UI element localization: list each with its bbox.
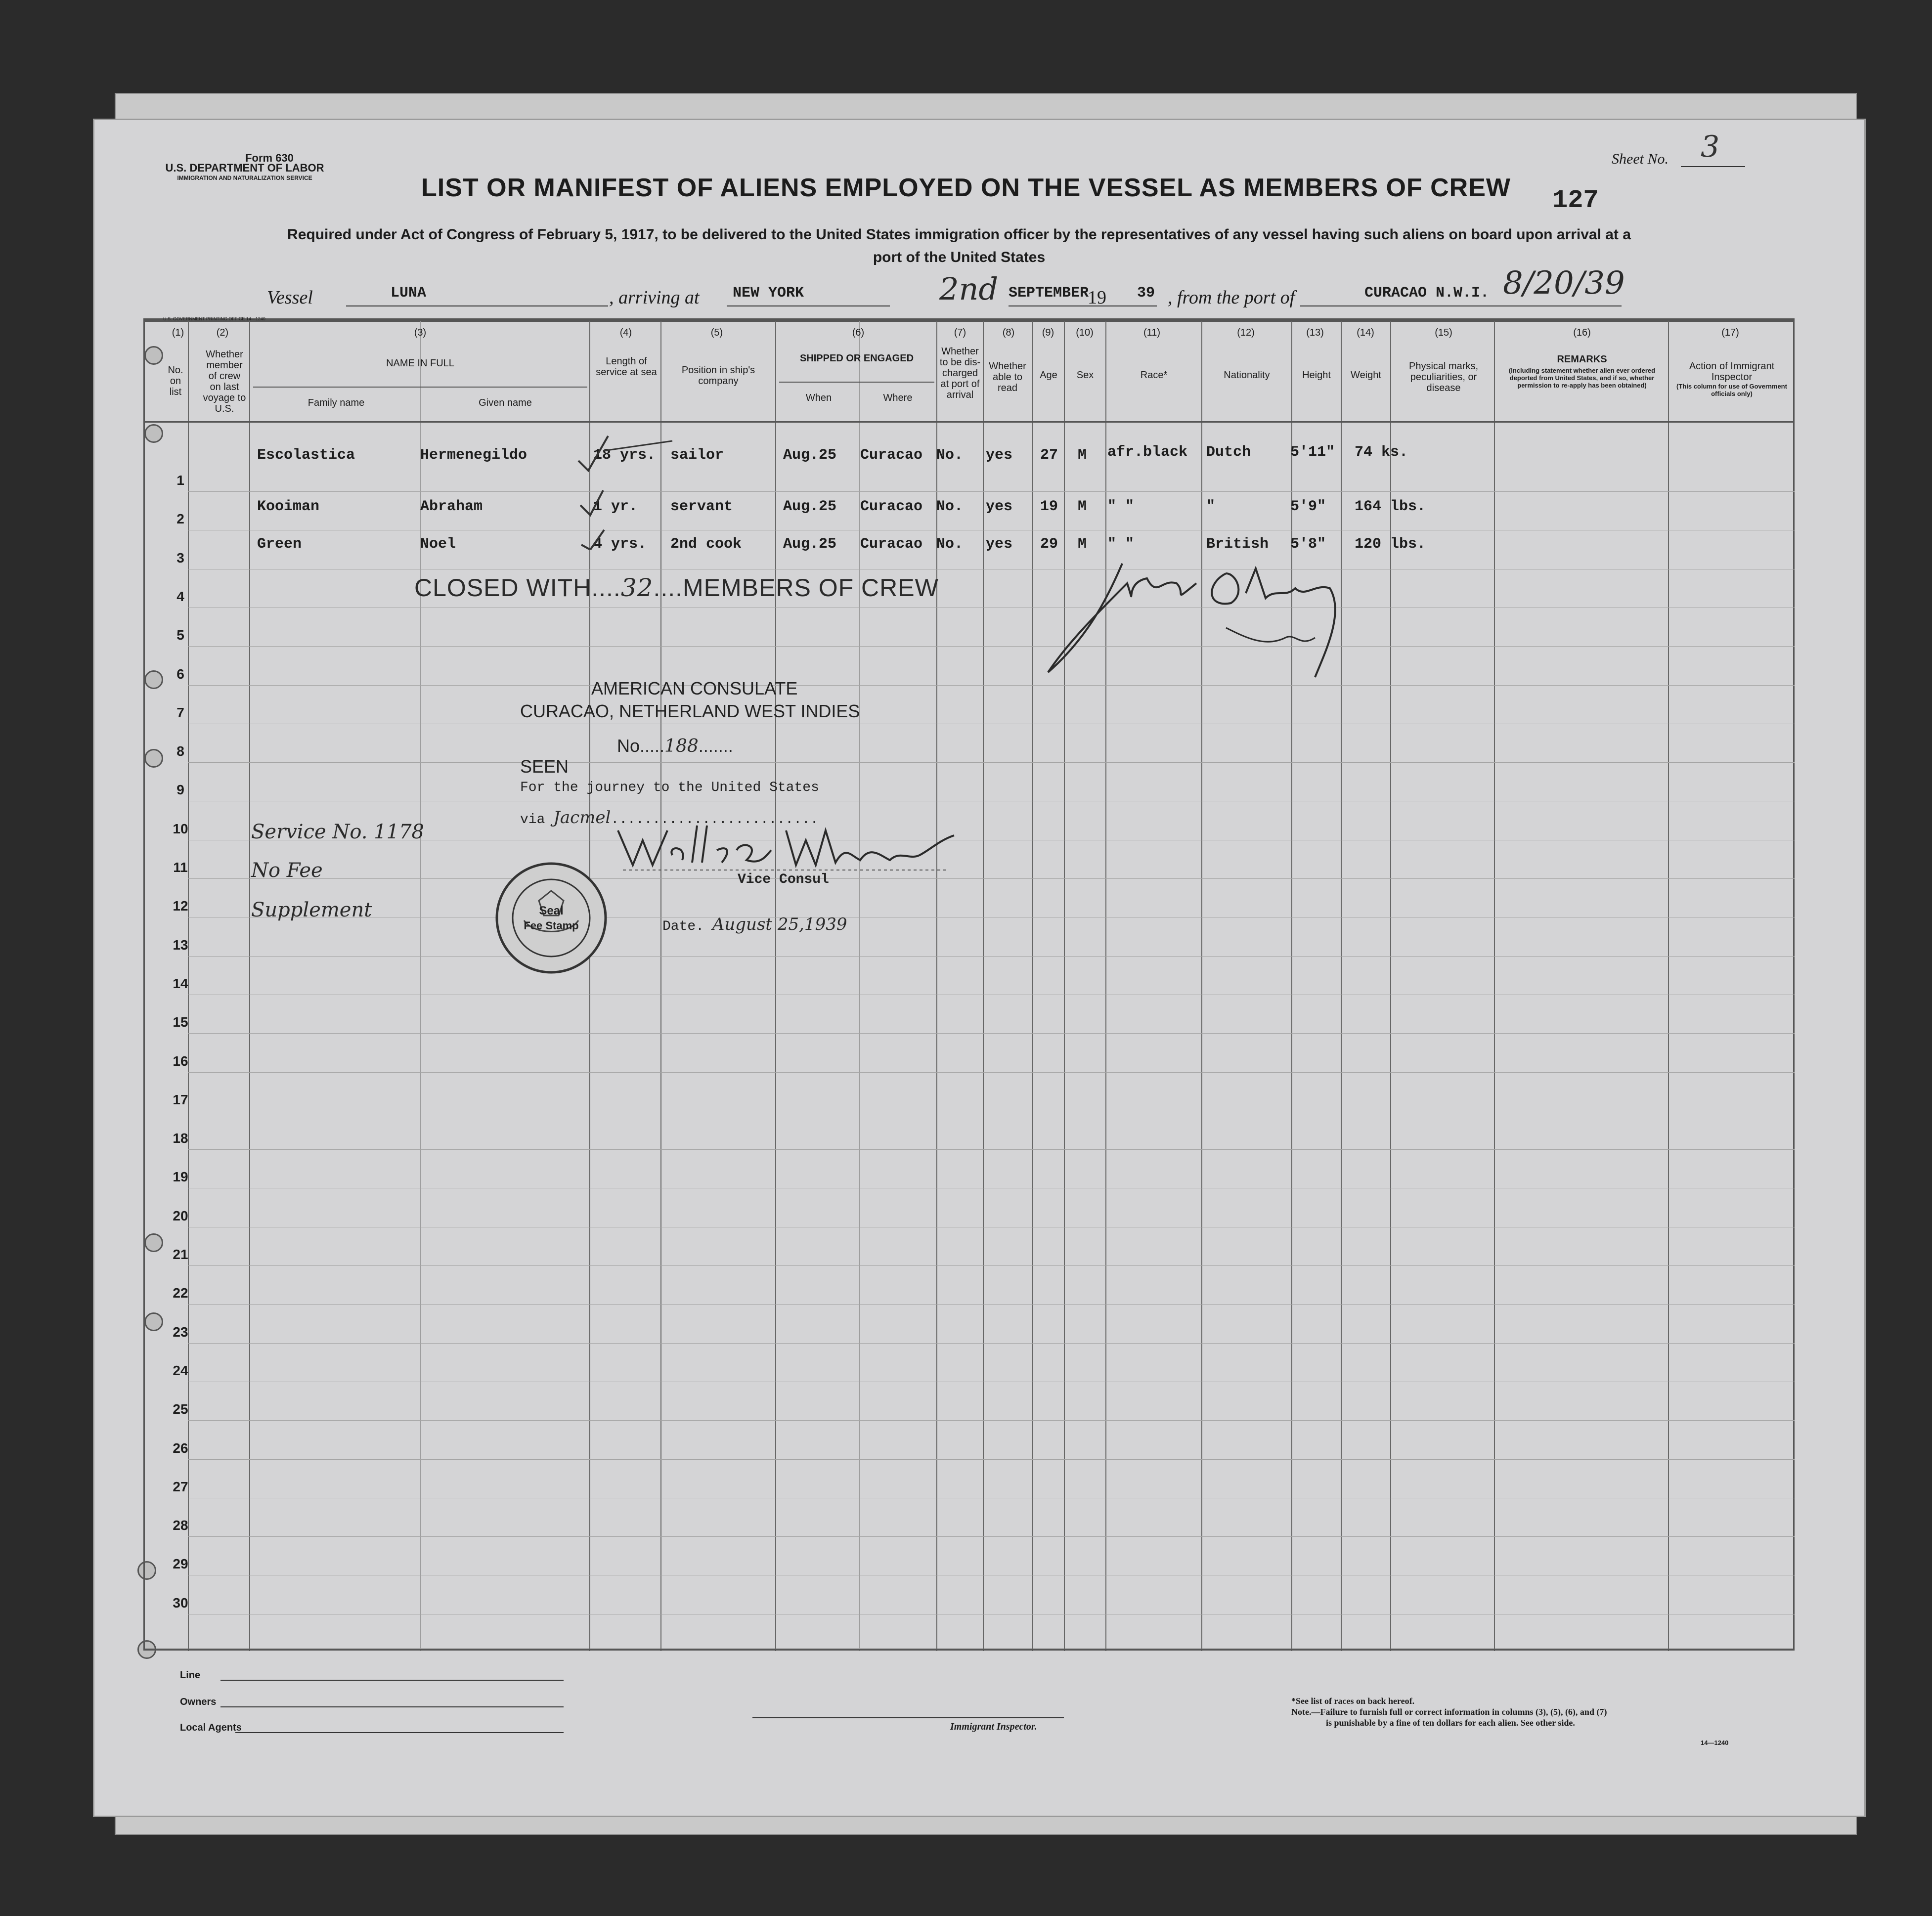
- row-number: 15: [173, 1014, 188, 1030]
- given-name-cell: Abraham: [420, 498, 483, 515]
- row-number: 26: [173, 1440, 188, 1456]
- row-number: 2: [176, 511, 184, 526]
- closed-prefix: CLOSED WITH: [414, 574, 592, 602]
- row-number: 12: [173, 898, 188, 914]
- footer-owners-underline: [220, 1706, 564, 1707]
- row-number: 21: [173, 1247, 188, 1262]
- row-number: 22: [173, 1285, 188, 1301]
- row-number: 20: [173, 1208, 188, 1223]
- row-number: 27: [173, 1479, 188, 1494]
- row-rule: [188, 491, 1795, 492]
- service-length-cell: 18 yrs.: [593, 447, 656, 464]
- arriving-label: , arriving at: [609, 287, 700, 308]
- discharged-cell: No.: [936, 447, 964, 464]
- family-name-cell: Escolastica: [257, 447, 355, 464]
- table-bottom-border: [143, 1649, 1795, 1651]
- colnum-3: (3): [414, 327, 427, 338]
- header-when: When: [805, 392, 832, 403]
- sex-cell: M: [1078, 447, 1087, 464]
- consulate-via-value: Jacmel: [553, 808, 611, 827]
- header-height: Height: [1302, 370, 1331, 381]
- footer-note-1: *See list of races on back hereof.: [1291, 1696, 1415, 1706]
- margin-note-service-no: Service No. 1178: [251, 821, 424, 843]
- able-to-read-cell: yes: [986, 447, 1013, 464]
- row-rule: [188, 1459, 1795, 1460]
- sheet-no-value: 3: [1701, 130, 1720, 164]
- arriving-port: NEW YORK: [733, 285, 804, 302]
- row-number: 8: [176, 743, 184, 759]
- footer-agents-underline: [235, 1732, 564, 1733]
- consulate-via: via Jacmel.........................: [520, 808, 819, 827]
- row-number: 7: [176, 705, 184, 720]
- col-divider-9: [1064, 321, 1065, 1651]
- footer-agents-label: Local Agents: [180, 1722, 242, 1733]
- col-divider-7: [983, 321, 984, 1651]
- col-divider-2: [249, 321, 250, 1651]
- page-title: LIST OR MANIFEST OF ALIENS EMPLOYED ON THE VESSEL AS MEMBERS OF CREW: [421, 174, 1511, 202]
- race-cell: " ": [1107, 536, 1135, 553]
- row-number: 19: [173, 1169, 188, 1184]
- row-number: 4: [176, 589, 184, 604]
- row-number: 25: [173, 1401, 188, 1417]
- header-given-name: Given name: [479, 397, 532, 408]
- discharged-cell: No.: [936, 536, 964, 553]
- shipped-when-cell: Aug.25: [783, 447, 837, 464]
- sex-cell: M: [1078, 536, 1087, 553]
- header-bottom-border: [143, 421, 1795, 423]
- form-number: Form 630: [245, 152, 294, 164]
- colnum-17: (17): [1721, 327, 1739, 338]
- subtitle-line-1: Required under Act of Congress of February 5, 1917, to be delivered to the United States immigration officer by the representatives of any vessel having such aliens on board upon arrival at a: [287, 226, 1631, 243]
- age-cell: 27: [1040, 447, 1058, 464]
- col-divider-16: [1668, 321, 1669, 1651]
- position-cell: sailor: [670, 447, 724, 464]
- consulate-line-2: CURACAO, NETHERLAND WEST INDIES: [520, 701, 860, 721]
- row-rule: [188, 1265, 1795, 1266]
- weight-cell: 74 ks.: [1355, 444, 1408, 461]
- row-rule: [188, 1072, 1795, 1073]
- consulate-seen: SEEN: [520, 756, 569, 777]
- sheet-no-underline: [1681, 166, 1745, 167]
- header-age: Age: [1040, 370, 1057, 381]
- year-prefix: 19: [1088, 287, 1106, 308]
- from-port: CURACAO N.W.I.: [1364, 285, 1490, 302]
- row-rule: [188, 1343, 1795, 1344]
- row-number: 10: [173, 821, 188, 836]
- row-rule: [188, 956, 1795, 957]
- shipped-subheader-rule: [779, 382, 934, 383]
- colnum-7: (7): [954, 327, 966, 338]
- closed-count: 32: [620, 573, 654, 602]
- col-divider-6: [936, 321, 937, 1651]
- sex-cell: M: [1078, 498, 1087, 515]
- row-number: 14: [173, 976, 188, 991]
- from-label: , from the port of: [1168, 287, 1295, 308]
- row-number: 29: [173, 1556, 188, 1571]
- footer-note-2: Note.—Failure to furnish full or correct information in columns (3), (5), (6), and (7): [1291, 1707, 1607, 1717]
- colnum-9: (9): [1042, 327, 1054, 338]
- consulate-seal: [494, 861, 608, 975]
- department-name: U.S. DEPARTMENT OF LABOR: [165, 162, 324, 174]
- footer-form-code: 14—1240: [1701, 1739, 1729, 1746]
- colnum-4: (4): [619, 327, 632, 338]
- given-name-cell: Hermenegildo: [420, 447, 527, 464]
- footer-note-3: is punishable by a fine of ten dollars for each alien. See other side.: [1326, 1718, 1575, 1728]
- family-name-cell: Green: [257, 536, 302, 553]
- position-cell: 2nd cook: [670, 536, 742, 553]
- header-position: Position in ship's company: [681, 365, 755, 387]
- col-divider-13: [1341, 321, 1342, 1651]
- page-subtitle: [188, 223, 1730, 269]
- service-name: IMMIGRATION AND NATURALIZATION SERVICE: [177, 174, 312, 181]
- footer-note: [1291, 1696, 1607, 1728]
- nationality-cell: ": [1206, 498, 1216, 515]
- header-able-to-read: Whether able to read: [989, 361, 1026, 393]
- colnum-5: (5): [710, 327, 723, 338]
- header-inspector-action: Action of Immigrant Inspector: [1689, 361, 1775, 383]
- given-name-cell: Noel: [420, 536, 456, 553]
- colnum-10: (10): [1076, 327, 1094, 338]
- name-subheader-rule: [253, 387, 587, 388]
- arrival-month: SEPTEMBER: [1009, 285, 1089, 302]
- checkmark-annotations: [573, 431, 682, 550]
- consulate-no: No.....188.......: [617, 736, 733, 756]
- margin-note-supplement: Supplement: [251, 899, 372, 921]
- shipped-where-cell: Curacao: [860, 447, 923, 464]
- colnum-6: (6): [852, 327, 865, 338]
- consulate-no-label: No.: [617, 736, 645, 756]
- height-cell: 5'11": [1290, 444, 1335, 461]
- row-number: 16: [173, 1053, 188, 1069]
- row-rule: [188, 1033, 1795, 1034]
- height-cell: 5'9": [1290, 498, 1326, 515]
- margin-note-no-fee: No Fee: [251, 859, 323, 882]
- handwritten-date: 8/20/39: [1503, 265, 1625, 302]
- family-name-cell: Kooiman: [257, 498, 320, 515]
- row-number: 5: [176, 627, 184, 643]
- header-last-voyage: Whether member of crew on last voyage to U.S.: [203, 349, 246, 414]
- shipped-where-cell: Curacao: [860, 536, 923, 553]
- date-underline: [1009, 305, 1157, 306]
- col-divider-12: [1291, 321, 1292, 1651]
- consulate-no-value: 188: [664, 736, 699, 756]
- footer-inspector-label: Immigrant Inspector.: [950, 1721, 1037, 1732]
- col-divider-10: [1105, 321, 1106, 1651]
- header-remarks-note: (Including statement whether alien ever ordered deported from United States, and if so, whether permission to re-apply has been obtained): [1508, 367, 1656, 389]
- colnum-1: (1): [172, 327, 184, 338]
- row-number: 18: [173, 1131, 188, 1146]
- vessel-name: LUNA: [391, 285, 427, 302]
- col-divider-15: [1494, 321, 1495, 1651]
- row-rule: [188, 1536, 1795, 1537]
- row-rule: [188, 762, 1795, 763]
- inspector-signature: [1038, 554, 1384, 682]
- row-rule: [188, 1149, 1795, 1150]
- vice-consul-signature: [613, 821, 959, 875]
- shipped-where-cell: Curacao: [860, 498, 923, 515]
- consulate-date-value: August 25,1939: [712, 914, 847, 934]
- header-no-on-list: No. on list: [168, 365, 183, 397]
- shipped-when-cell: Aug.25: [783, 536, 837, 553]
- header-shipped-engaged: SHIPPED OR ENGAGED: [799, 353, 914, 364]
- col-divider-14: [1390, 321, 1391, 1651]
- header-discharged: Whether to be dis-charged at port of arrival: [939, 346, 981, 400]
- vessel-underline: [346, 305, 608, 306]
- service-length-cell: 4 yrs.: [593, 536, 647, 553]
- colnum-14: (14): [1357, 327, 1374, 338]
- row-rule: [188, 646, 1795, 647]
- row-rule: [188, 878, 1795, 879]
- row-number: 23: [173, 1324, 188, 1340]
- service-length-cell: 1 yr.: [593, 498, 638, 515]
- col-divider-11: [1201, 321, 1202, 1651]
- header-sex: Sex: [1076, 370, 1094, 381]
- header-weight: Weight: [1351, 370, 1381, 381]
- header-family-name: Family name: [307, 397, 365, 408]
- header-physical-marks: Physical marks, peculiarities, or disease: [1408, 361, 1479, 393]
- nationality-cell: British: [1206, 536, 1269, 553]
- row-rule: [188, 1420, 1795, 1421]
- stamp-number: 127: [1552, 186, 1599, 215]
- arrival-day: 2nd: [939, 271, 999, 307]
- weight-cell: 164 lbs.: [1355, 498, 1426, 515]
- colnum-13: (13): [1306, 327, 1324, 338]
- race-cell: " ": [1107, 498, 1135, 515]
- row-number: 11: [173, 860, 188, 875]
- header-where: Where: [883, 392, 913, 403]
- from-underline: [1300, 305, 1622, 306]
- row-number: 28: [173, 1518, 188, 1533]
- colnum-8: (8): [1002, 327, 1015, 338]
- footer-line-label: Line: [180, 1670, 201, 1681]
- header-length-of-service: Length of service at sea: [596, 356, 657, 378]
- year-suffix: 39: [1137, 285, 1155, 302]
- vice-consul-title: Vice Consul: [738, 872, 829, 887]
- consulate-date: [662, 914, 847, 934]
- header-race: Race*: [1140, 370, 1168, 381]
- colnum-15: (15): [1435, 327, 1452, 338]
- consulate-date-label: Date.: [662, 919, 704, 934]
- colnum-12: (12): [1237, 327, 1255, 338]
- sheet-no-label: Sheet No.: [1612, 151, 1669, 167]
- consulate-via-label: via: [520, 812, 545, 827]
- age-cell: 29: [1040, 536, 1058, 553]
- row-number: 17: [173, 1092, 188, 1107]
- closed-with-stamp: CLOSED WITH....32....MEMBERS OF CREW: [414, 573, 939, 602]
- row-rule: [188, 685, 1795, 686]
- position-cell: servant: [670, 498, 733, 515]
- row-number: 6: [176, 666, 184, 682]
- colnum-2: (2): [216, 327, 229, 338]
- footer-owners-label: Owners: [180, 1697, 217, 1707]
- printing-office-note: U.S. GOVERNMENT PRINTING OFFICE 14—1240: [163, 316, 265, 321]
- col-divider-6a: [859, 321, 860, 1651]
- footer-line-underline: [220, 1680, 564, 1681]
- able-to-read-cell: yes: [986, 536, 1013, 553]
- row-number: 30: [173, 1595, 188, 1611]
- row-number: 13: [173, 937, 188, 953]
- header-name-in-full: NAME IN FULL: [386, 358, 454, 369]
- colnum-16: (16): [1573, 327, 1591, 338]
- inspector-signature-line: [752, 1717, 1064, 1718]
- header-remarks: REMARKS: [1557, 354, 1607, 365]
- vessel-label: Vessel: [267, 287, 313, 308]
- weight-cell: 120 lbs.: [1355, 536, 1426, 553]
- row-number: 24: [173, 1363, 188, 1378]
- crew-table: [143, 320, 1795, 1650]
- able-to-read-cell: yes: [986, 498, 1013, 515]
- closed-suffix: MEMBERS OF CREW: [683, 574, 939, 602]
- seal-center-line-1: Seal: [539, 904, 564, 917]
- age-cell: 19: [1040, 498, 1058, 515]
- col-divider-5: [775, 321, 776, 1651]
- shipped-when-cell: Aug.25: [783, 498, 837, 515]
- row-number: 3: [176, 550, 184, 566]
- arriving-underline: [727, 305, 890, 306]
- row-number: 9: [176, 782, 184, 797]
- race-cell: afr.black: [1107, 444, 1188, 461]
- seal-center-line-2: Fee Stamp: [524, 919, 579, 932]
- col-divider-8: [1032, 321, 1033, 1651]
- header-nationality: Nationality: [1224, 370, 1270, 381]
- col-divider-3a: [420, 321, 421, 1651]
- row-rule: [188, 1304, 1795, 1305]
- subtitle-line-2: port of the United States: [873, 249, 1046, 265]
- header-inspector-note: (This column for use of Government officials only): [1676, 383, 1787, 397]
- row-number: 1: [176, 473, 184, 488]
- discharged-cell: No.: [936, 498, 964, 515]
- consulate-line-1: AMERICAN CONSULATE: [591, 678, 798, 698]
- nationality-cell: Dutch: [1206, 444, 1251, 461]
- height-cell: 5'8": [1290, 536, 1326, 553]
- consulate-journey: For the journey to the United States: [520, 780, 819, 795]
- colnum-11: (11): [1143, 327, 1161, 338]
